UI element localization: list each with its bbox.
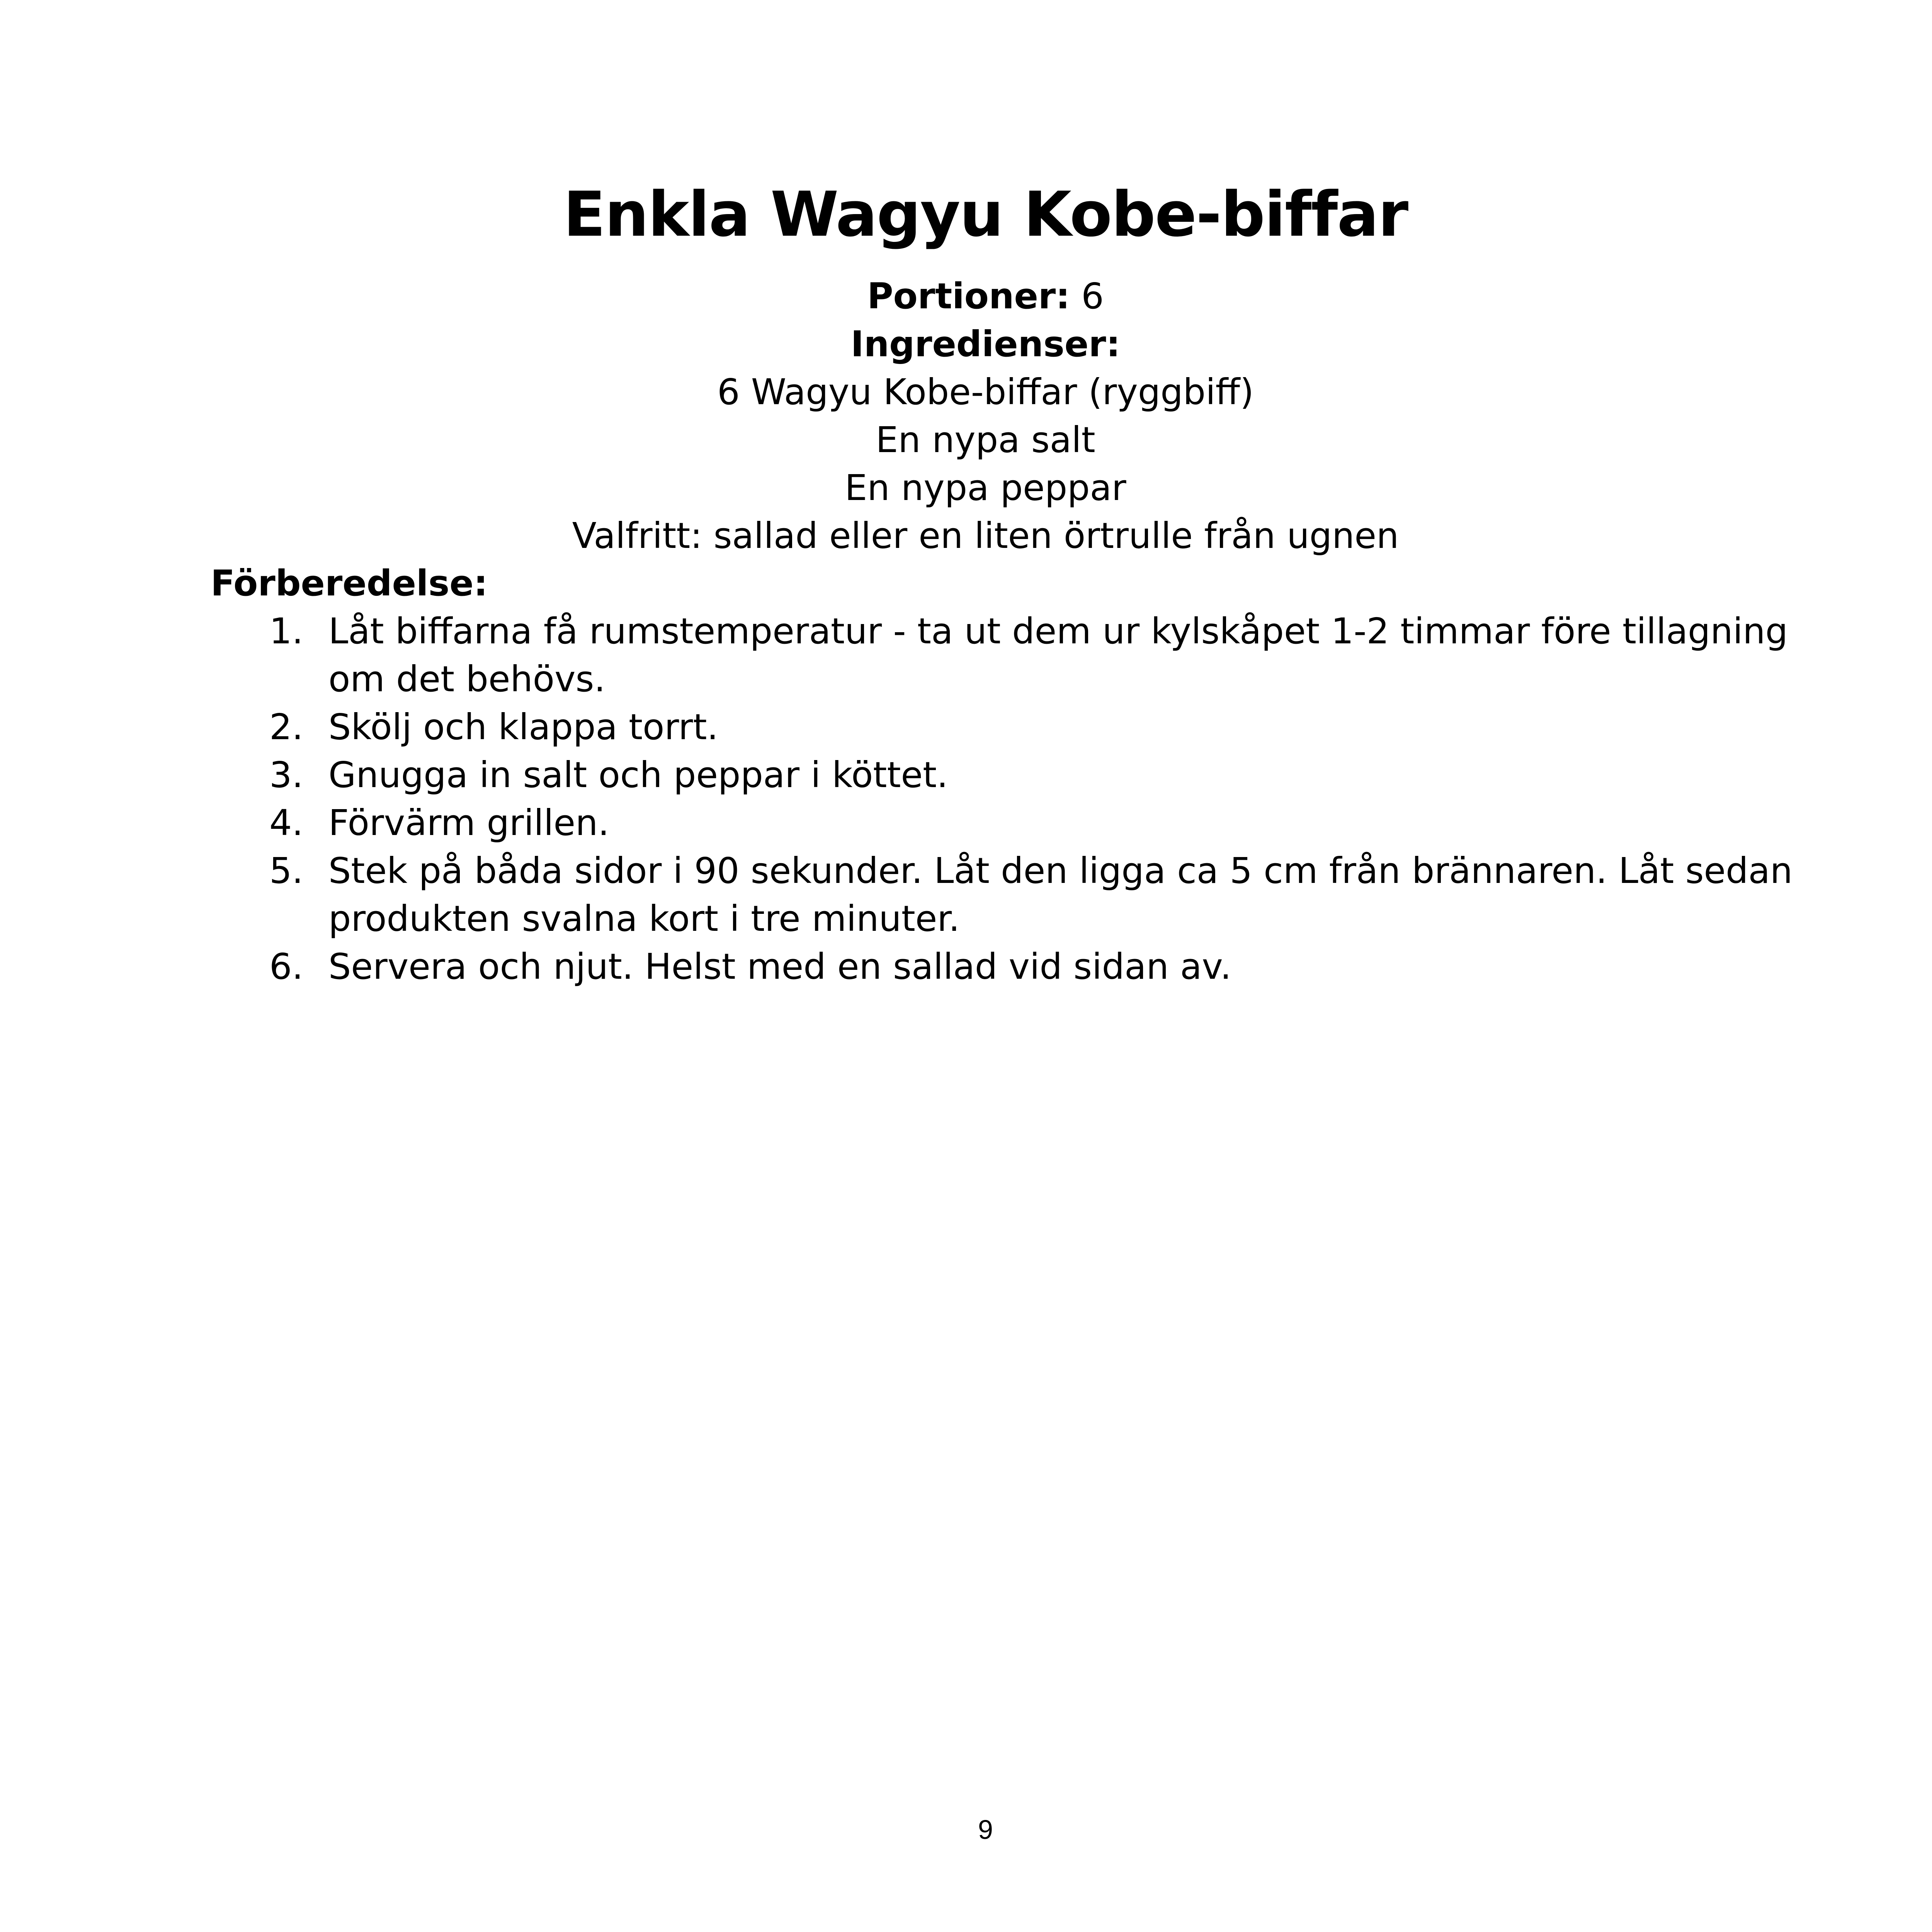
step-number: 6. [269, 946, 303, 987]
page-number: 9 [978, 1815, 993, 1845]
ingredient-item: En nypa salt [876, 419, 1095, 461]
step-text: Skölj och klappa torrt. [328, 706, 718, 748]
step-item [211, 847, 1853, 943]
recipe-title: Enkla Wagyu Kobe-biffar [563, 178, 1408, 250]
step-item [211, 799, 1853, 847]
ingredient-item: 6 Wagyu Kobe-biffar (ryggbiff) [717, 371, 1254, 413]
ingredient-item: En nypa peppar [845, 467, 1126, 509]
step-text: Låt biffarna få rumstemperatur - ta ut dem ur kylskåpet 1-2 timmar före tillagning om det behövs. [328, 611, 1788, 700]
step-text: Servera och njut. Helst med en sallad vid sidan av. [328, 946, 1231, 987]
step-item [211, 943, 1853, 991]
servings-label: Portioner: [867, 276, 1070, 317]
step-text: Stek på båda sidor i 90 sekunder. Låt den ligga ca 5 cm från brännaren. Låt sedan produkten svalna kort i tre minuter. [328, 850, 1793, 939]
servings-value: 6 [1070, 276, 1104, 317]
step-number: 3. [269, 754, 303, 796]
step-number: 1. [269, 611, 303, 652]
ingredients-label: Ingredienser: [850, 323, 1121, 365]
step-item [211, 703, 1853, 751]
step-text: Förvärm grillen. [328, 802, 609, 844]
step-number: 2. [269, 706, 303, 748]
step-number: 4. [269, 802, 303, 844]
servings-line [0, 272, 1932, 320]
step-item [211, 607, 1853, 703]
ingredient-item: Valfritt: sallad eller en liten örtrulle från ugnen [572, 515, 1399, 556]
step-item [211, 751, 1853, 799]
step-text: Gnugga in salt och peppar i köttet. [328, 754, 948, 796]
ingredients-heading [0, 320, 1932, 368]
preparation-steps [211, 607, 1853, 991]
preparation-heading: Förberedelse: [211, 563, 488, 604]
recipe-meta [0, 272, 1932, 560]
step-number: 5. [269, 850, 303, 891]
